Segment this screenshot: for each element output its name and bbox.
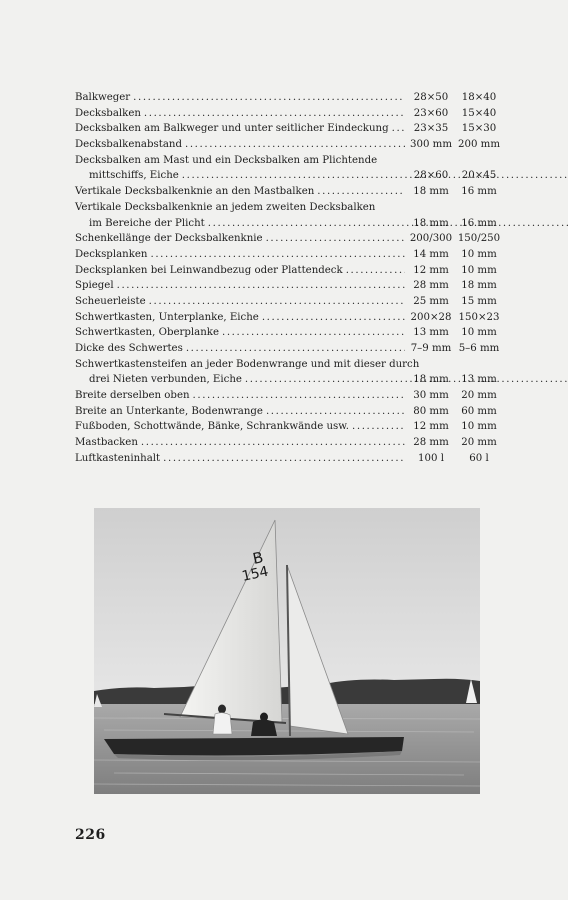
row-label [75,231,405,247]
row-label-line-1: Vertikale Decksbalkenknie an jedem zweiten Decksbalken [75,201,376,213]
row-label [75,121,405,137]
row-label-text: Fußboden, Schottwände, Bänke, Schrankwände usw. [75,421,350,433]
scantling-table [75,90,499,467]
value-column-2: 60 l [469,452,489,464]
value-column-1: 300 mm [409,139,452,151]
leader-dots [262,310,405,326]
crew-head-1 [218,705,226,714]
row-label [75,294,405,310]
leader-dots [141,435,405,451]
table-row [75,451,499,467]
value-column-2: 20 mm [461,437,497,449]
row-label [75,451,405,467]
row-label-line-2: mittschiffs, Eiche [89,170,179,182]
value-column-2: 10 mm [461,248,497,260]
table-row [75,121,499,137]
row-label [75,419,405,435]
table-row [75,137,499,153]
row-label-text: Decksplanken [75,248,148,260]
value-column-1: 30 mm [413,390,449,402]
table-row [75,404,499,420]
value-column-1: 200/300 [409,233,453,245]
row-label [75,90,405,106]
value-column-2: 10 mm [461,264,497,276]
table-row [75,294,499,310]
table-row [75,278,499,294]
leader-dots [208,218,568,229]
row-label-text: Mastbacken [75,437,138,449]
value-column-1: 200×28 [410,311,452,323]
leader-dots [352,419,405,435]
crew-member-1 [213,713,232,734]
value-column-2: 18×40 [461,92,497,103]
leader-dots [346,263,405,279]
page-number: 226 [75,827,106,843]
value-column-1: 18 mm [413,217,449,229]
row-label-text: Dicke des Schwertes [75,343,183,355]
row-label-text: Scheuerleiste [75,295,146,307]
sailboat-photograph [94,508,480,794]
value-column-1: 12 mm [413,264,449,276]
row-label-line-2: im Bereiche der Plicht [89,217,205,229]
value-column-1: 18 mm [413,374,449,386]
value-column-1: 100 l [418,452,444,464]
value-column-2: 18 mm [461,280,497,292]
leader-dots [117,278,405,294]
value-column-1: 28×60 [413,170,449,182]
value-column-1: 25 mm [413,295,449,307]
row-label-line-2: drei Nieten verbunden, Eiche [89,374,242,386]
row-label-text: Vertikale Decksbalkenknie an den Mastbalken [75,186,315,198]
table-row [75,341,499,357]
row-label [75,357,420,388]
leader-dots [133,90,405,106]
leader-dots [185,137,405,153]
value-column-1: 18 mm [413,186,449,198]
row-label [75,341,405,357]
row-label [75,153,405,184]
row-label [75,435,405,451]
row-label-text: Decksbalken am Balkweger und unter seitlicher Eindeckung [75,123,389,135]
value-column-1: 13 mm [413,327,449,339]
leader-dots [317,184,405,200]
table-row [75,153,499,184]
table-row [75,184,499,200]
leader-dots [149,294,405,310]
row-label-text: Schenkellänge der Decksbalkenknie [75,233,263,245]
table-row [75,90,499,106]
value-column-1: 28 mm [413,280,449,292]
leader-dots [222,325,405,341]
row-label [75,106,405,122]
leader-dots [144,106,405,122]
value-column-2: 20 mm [461,390,497,402]
row-label-line-1: Schwertkastensteifen an jeder Bodenwrange und mit dieser durch [75,358,420,370]
row-label-text: Breite derselben oben [75,390,190,402]
row-label [75,200,405,231]
row-label-line-1: Decksbalken am Mast und ein Decksbalken am Plichtende [75,154,378,166]
crew-member-2 [251,720,277,737]
row-label [75,388,405,404]
row-label [75,137,405,153]
row-label-text: Decksplanken bei Leinwandbezug oder Plattendeck [75,264,343,276]
leader-dots [266,404,405,420]
row-label [75,278,405,294]
boat-hull [104,737,404,755]
row-label [75,404,405,420]
row-label [75,325,405,341]
row-label-text: Schwertkasten, Unterplanke, Eiche [75,311,259,323]
sail-number: 154 [240,563,270,585]
table-row [75,435,499,451]
value-column-2: 16 mm [461,217,497,229]
row-label-text: Decksbalkenabstand [75,139,182,151]
value-column-2: 15×30 [461,123,497,135]
row-label-text: Spiegel [75,280,114,292]
value-column-1: 28×50 [413,92,449,103]
row-label [75,263,405,279]
table-row [75,388,499,404]
table-row [75,106,499,122]
value-column-2: 15 mm [461,295,497,307]
leader-dots [193,388,405,404]
value-column-2: 150/250 [457,233,501,245]
value-column-1: 12 mm [413,421,449,433]
row-label-text: Schwertkasten, Oberplanke [75,327,219,339]
leader-dots [392,121,405,137]
table-row [75,310,499,326]
value-column-1: 14 mm [413,248,449,260]
value-column-1: 23×35 [413,123,449,135]
row-label-text: Balkweger [75,92,131,103]
leader-dots [182,170,568,181]
value-column-2: 15×40 [461,107,497,119]
table-row [75,419,499,435]
leader-dots [186,341,405,357]
table-row [75,247,499,263]
leader-dots [266,231,405,247]
row-label-text: Breite an Unterkante, Bodenwrange [75,405,263,417]
value-column-2: 20×45 [461,170,497,182]
value-column-2: 200 mm [457,139,500,151]
value-column-1: 23×60 [413,107,449,119]
value-column-2: 10 mm [461,421,497,433]
leader-dots [150,247,405,263]
row-label-text: Luftkasteninhalt [75,452,161,464]
table-row [75,325,499,341]
sail-number-letter: B [251,548,265,568]
value-column-2: 5–6 mm [458,343,500,355]
value-column-1: 28 mm [413,437,449,449]
value-column-1: 80 mm [413,405,449,417]
row-label-text: Decksbalken [75,107,141,119]
value-column-2: 60 mm [461,405,497,417]
value-column-1: 7–9 mm [410,343,452,355]
leader-dots [163,451,405,467]
table-row [75,263,499,279]
table-row [75,357,499,388]
row-label [75,247,405,263]
value-column-2: 150×23 [458,311,500,323]
table-row [75,200,499,231]
value-column-2: 10 mm [461,327,497,339]
value-column-2: 16 mm [461,186,497,198]
value-column-2: 13 mm [461,374,497,386]
row-label [75,310,405,326]
sailboat-photo-image [94,508,480,794]
row-label [75,184,405,200]
table-row [75,231,499,247]
